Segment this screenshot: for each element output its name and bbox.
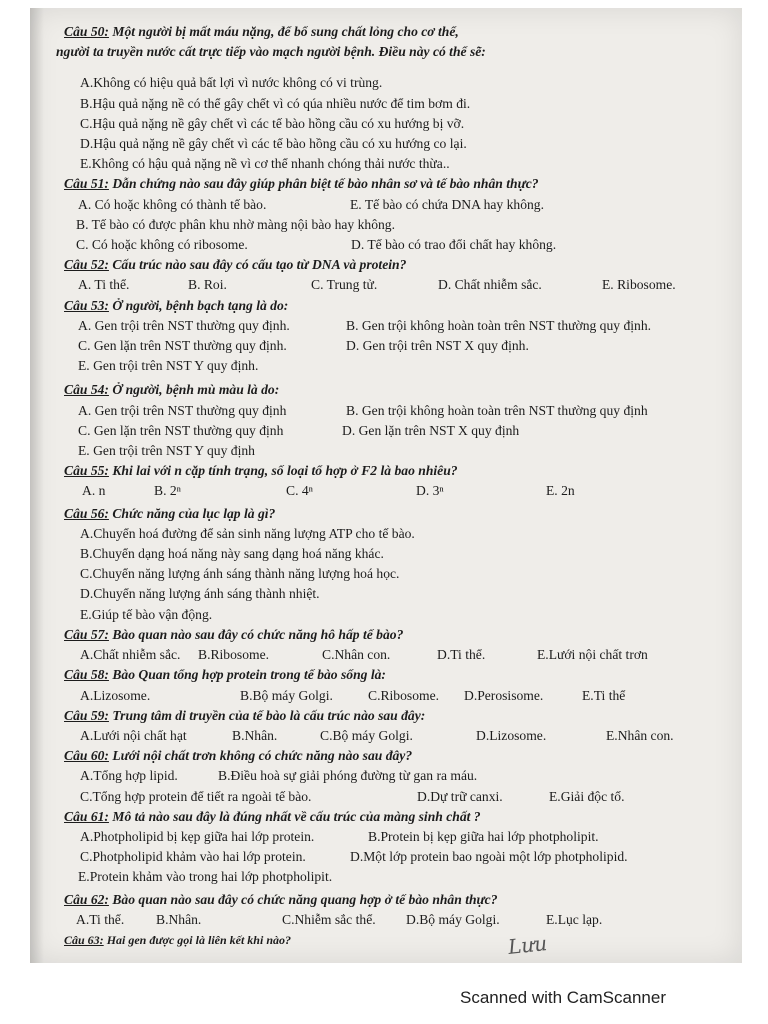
option-a: A.Lưới nội chất hạt — [80, 727, 187, 743]
option-c: C. Gen lặn trên NST thường quy định. — [78, 338, 287, 354]
option-b: B. Gen trội không hoàn toàn trên NST thường quy định. — [346, 317, 652, 333]
question-58 — [64, 665, 734, 705]
question-60 — [64, 746, 734, 807]
option-d: D.Chuyển năng lượng ánh sáng thành nhiệt. — [80, 586, 320, 602]
option-c: C.Tổng hợp protein để tiết ra ngoài tế bào. — [80, 788, 312, 804]
option-a: A.Chất nhiễm sắc. — [80, 647, 181, 663]
scanner-watermark: Scanned with CamScanner — [460, 988, 667, 1007]
option-e: E. 2n — [546, 483, 575, 499]
question-number: Câu 55: — [64, 463, 109, 479]
option-d: D.Hậu quả nặng nề gây chết vì các tế bào hồng cầu có xu hướng co lại. — [80, 136, 467, 152]
question-text: Mô tả nào sau đây là đúng nhất về cấu trúc của màng sinh chất ? — [112, 808, 481, 824]
question-number: Câu 59: — [64, 707, 109, 723]
option-c: C.Photpholipid khảm vào hai lớp protein. — [80, 849, 306, 865]
question-61 — [64, 807, 734, 888]
option-c: C. 4ⁿ — [286, 483, 313, 499]
question-text: Chức năng của lục lạp là gì? — [112, 505, 276, 521]
question-text-cont: người ta truyền nước cất trực tiếp vào mạch người bệnh. Điều này có thể sẽ: — [56, 44, 486, 60]
option-b: B. Roi. — [188, 277, 227, 293]
option-c: C.Nhiễm sắc thể. — [282, 911, 376, 927]
question-text: Bào quan nào sau đây có chức năng hô hấp tế bào? — [112, 626, 404, 642]
option-d: D.Ti thể. — [437, 647, 486, 663]
question-text: Bào quan nào sau đây có chức năng quang hợp ở tế bào nhân thực? — [112, 891, 498, 907]
option-b: B.Chuyển dạng hoá năng này sang dạng hoá năng khác. — [80, 546, 384, 562]
option-e: E.Không có hậu quả nặng nề vì cơ thể nhanh chóng thải nước thừa.. — [80, 156, 450, 172]
option-d: D. Chất nhiễm sắc. — [438, 277, 542, 293]
option-b: B.Bộ máy Golgi. — [240, 687, 333, 703]
question-57 — [64, 625, 734, 665]
option-d: D.Dự trữ canxi. — [417, 788, 503, 804]
question-62 — [64, 890, 734, 930]
question-text: Cấu trúc nào sau đây có cấu tạo từ DNA và protein? — [112, 257, 407, 273]
option-b: B. Tế bào có được phân khu nhờ màng nội bào hay không. — [76, 216, 395, 232]
question-number: Câu 53: — [64, 297, 109, 313]
option-e: E. Tế bào có chứa DNA hay không. — [350, 196, 544, 212]
option-d: D. Gen lặn trên NST X quy định — [342, 422, 520, 438]
question-63 — [64, 930, 734, 950]
option-e: E. Ribosome. — [602, 277, 676, 293]
option-a: A.Ti thể. — [76, 911, 125, 927]
question-number: Câu 56: — [64, 505, 109, 521]
option-c: C. Trung tử. — [311, 277, 378, 293]
question-53 — [64, 296, 734, 377]
handwritten-signature: Lưu — [506, 931, 549, 959]
option-e: E.Nhân con. — [606, 727, 674, 743]
option-b: B.Nhân. — [232, 727, 278, 743]
option-b: B. 2ⁿ — [154, 483, 181, 499]
question-text: Trung tâm di truyền của tế bào là cấu trúc nào sau đây: — [112, 707, 426, 723]
option-a: A.Không có hiệu quả bất lợi vì nước không có vi trùng. — [80, 75, 383, 91]
question-text: Hai gen được gọi là liên kết khi nào? — [106, 932, 291, 947]
option-b: B. Gen trội không hoàn toàn trên NST thường quy định — [346, 402, 648, 418]
option-c: C.Nhân con. — [322, 647, 391, 663]
option-e: E.Lưới nội chất trơn — [537, 647, 648, 663]
question-number: Câu 50: — [64, 24, 109, 39]
option-d: D. Gen trội trên NST X quy định. — [346, 338, 529, 354]
scanned-page — [30, 8, 742, 963]
question-54 — [64, 380, 734, 461]
option-e: E. Gen trội trên NST Y quy định. — [78, 358, 259, 374]
option-d: D.Bộ máy Golgi. — [406, 911, 500, 927]
question-number: Câu 58: — [64, 667, 109, 683]
option-e: E.Giải độc tố. — [549, 788, 625, 804]
option-e: E. Gen trội trên NST Y quy định — [78, 443, 255, 459]
option-c: C. Gen lặn trên NST thường quy định — [78, 422, 284, 438]
question-59 — [64, 706, 734, 746]
option-b: B.Protein bị kẹp giữa hai lớp photpholipit. — [368, 828, 599, 844]
option-c: C.Bộ máy Golgi. — [320, 727, 413, 743]
question-number: Câu 54: — [64, 382, 109, 398]
option-c: C.Ribosome. — [368, 687, 439, 703]
option-c: C. Có hoặc không có ribosome. — [76, 237, 248, 253]
option-e: E.Ti thể — [582, 687, 626, 703]
option-b: B.Điều hoà sự giải phóng đường từ gan ra máu. — [218, 768, 478, 784]
question-text: Dẫn chứng nào sau đây giúp phân biệt tế bào nhân sơ và tế bào nhân thực? — [112, 176, 539, 192]
option-a: A. Có hoặc không có thành tế bào. — [78, 196, 267, 212]
option-a: A.Tổng hợp lipid. — [80, 768, 178, 784]
question-number: Câu 60: — [64, 748, 109, 764]
question-number: Câu 57: — [64, 626, 109, 642]
option-d: D.Một lớp protein bao ngoài một lớp photpholipid. — [350, 849, 628, 865]
option-a: A. n — [82, 483, 106, 499]
question-text: Khi lai với n cặp tính trạng, số loại tổ hợp ở F2 là bao nhiêu? — [112, 463, 458, 479]
exam-content — [56, 22, 734, 950]
option-e: E.Protein khảm vào trong hai lớp photpholipit. — [78, 869, 333, 885]
question-number: Câu 52: — [64, 257, 109, 273]
option-c: C.Hậu quả nặng nề gây chết vì các tế bào hồng cầu có xu hướng bị vỡ. — [80, 115, 465, 131]
option-b: B.Ribosome. — [198, 647, 269, 663]
option-a: A.Lizosome. — [80, 687, 151, 703]
option-a: A.Photpholipid bị kẹp giữa hai lớp protein. — [80, 828, 315, 844]
question-52 — [64, 255, 734, 295]
option-d: D.Lizosome. — [476, 727, 547, 743]
question-number: Câu 61: — [64, 808, 109, 824]
option-d: D.Perosisome. — [464, 687, 544, 703]
option-d: D. 3ⁿ — [416, 483, 444, 499]
option-e: E.Giúp tế bào vận động. — [80, 606, 213, 622]
option-a: A. Gen trội trên NST thường quy định. — [78, 317, 290, 333]
question-number: Câu 63: — [64, 932, 104, 947]
question-50 — [56, 22, 734, 174]
question-text: Lưới nội chất trơn không có chức năng nào sau đây? — [112, 748, 413, 764]
option-a: A.Chuyển hoá đường để sản sinh năng lượng ATP cho tế bào. — [80, 525, 415, 541]
option-d: D. Tế bào có trao đổi chất hay không. — [351, 237, 557, 253]
option-e: E.Lục lạp. — [546, 911, 603, 927]
question-text: Ở người, bệnh mù màu là do: — [112, 382, 280, 398]
question-51 — [64, 174, 734, 255]
option-a: A. Gen trội trên NST thường quy định — [78, 402, 287, 418]
option-b: B.Hậu quả nặng nề có thể gây chết vì có qúa nhiều nước để tim bơm đi. — [80, 95, 471, 111]
option-b: B.Nhân. — [156, 911, 202, 927]
option-c: C.Chuyển năng lượng ánh sáng thành năng lượng hoá học. — [80, 566, 400, 582]
question-56 — [64, 504, 734, 625]
question-text: Ở người, bệnh bạch tạng là do: — [112, 297, 289, 313]
option-a: A. Ti thể. — [78, 277, 130, 293]
question-text: Bào Quan tổng hợp protein trong tế bào sống là: — [112, 667, 386, 683]
question-number: Câu 51: — [64, 176, 109, 192]
question-number: Câu 62: — [64, 891, 109, 907]
question-55 — [64, 461, 734, 501]
question-text: Một người bị mất máu nặng, để bổ sung chất lỏng cho cơ thể, — [112, 24, 459, 39]
